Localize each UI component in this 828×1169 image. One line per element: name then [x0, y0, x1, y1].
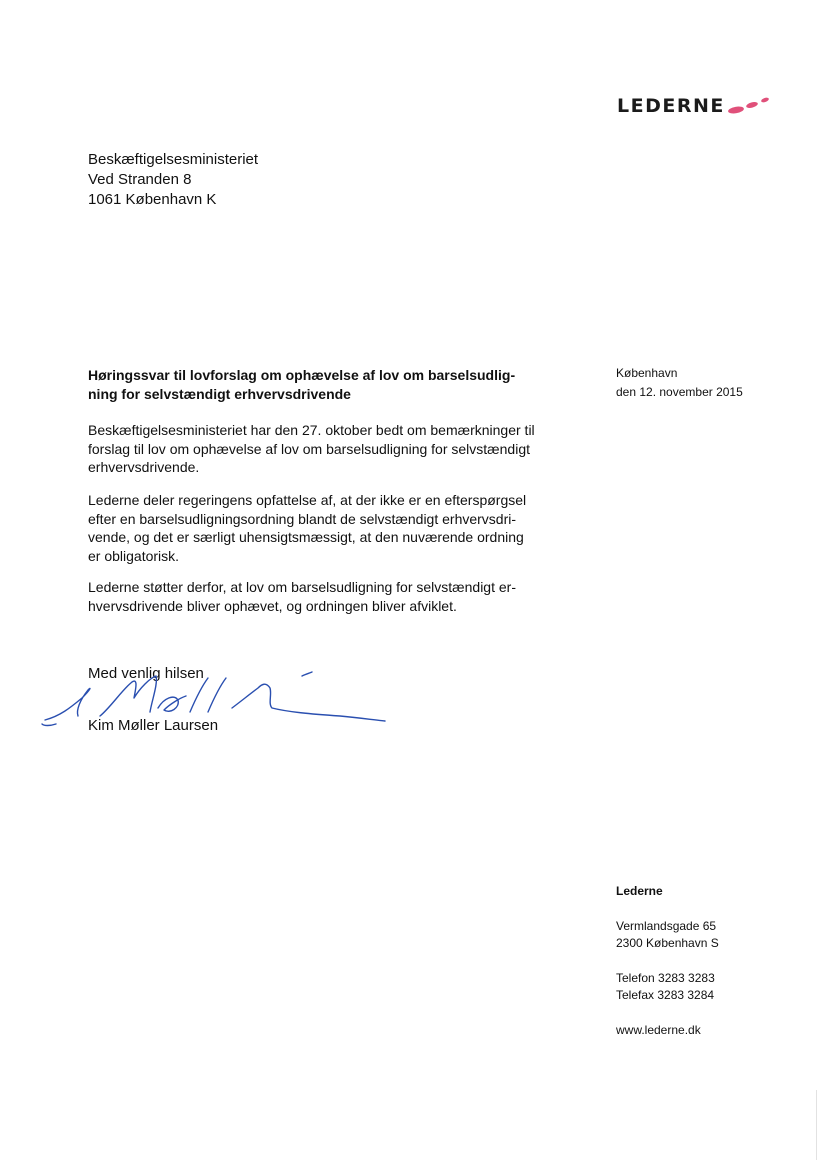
footer-fax: Telefax 3283 3284	[616, 988, 715, 1002]
signer-name: Kim Møller Laursen	[88, 717, 219, 734]
body-line: forslag til lov om ophævelse af lov om barselsudligning for selvstændigt	[88, 440, 530, 457]
footer-website: www.lederne.dk	[616, 1023, 701, 1037]
body-line: hvervsdrivende bliver ophævet, og ordningen bliver afviklet.	[88, 597, 457, 614]
date-value: den 12. november 2015	[616, 385, 743, 399]
recipient-address	[88, 150, 258, 210]
scan-edge-mark	[816, 1090, 817, 1160]
letter-subject	[88, 366, 558, 404]
footer-city: 2300 København S	[616, 936, 719, 950]
footer-phone: Telefon 3283 3283	[616, 971, 715, 985]
body-line: vende, og det er særligt uhensigtsmæssigt, at den nuværende ordning	[88, 529, 524, 545]
recipient-city: 1061 København K	[88, 191, 217, 208]
sender-footer	[616, 883, 719, 1039]
footer-org: Lederne	[616, 884, 663, 898]
date-city: København	[616, 366, 678, 380]
closing-greeting: Med venlig hilsen	[88, 665, 204, 682]
subject-line: Høringssvar til lovforslag om ophævelse af lov om barselsudlig-	[88, 367, 516, 383]
body-line: er obligatorisk.	[88, 547, 180, 564]
subject-line: ning for selvstændigt erhvervsdrivende	[88, 386, 351, 402]
footer-street: Vermlandsgade 65	[616, 919, 717, 933]
body-line: Lederne støtter derfor, at lov om barselsudligning for selvstændigt er-	[88, 579, 516, 595]
recipient-street: Ved Stranden 8	[88, 171, 192, 188]
lederne-logo	[617, 92, 773, 120]
recipient-name: Beskæftigelsesministeriet	[88, 151, 259, 168]
body-line: efter en barselsudligningsordning blandt de selvstændigt erhvervsdri-	[88, 510, 517, 527]
logo-wordmark: LEDERNE	[617, 95, 725, 117]
date-block	[616, 364, 743, 402]
body-paragraph-2	[88, 491, 568, 565]
body-paragraph-3	[88, 578, 568, 615]
body-paragraph-1	[88, 421, 568, 477]
logo-dots-icon	[727, 95, 773, 117]
body-line: Lederne deler regeringens opfattelse af, at der ikke er en efterspørgsel	[88, 492, 527, 508]
body-line: erhvervsdrivende.	[88, 459, 200, 475]
body-line: Beskæftigelsesministeriet har den 27. oktober bedt om bemærkninger til	[88, 422, 535, 438]
